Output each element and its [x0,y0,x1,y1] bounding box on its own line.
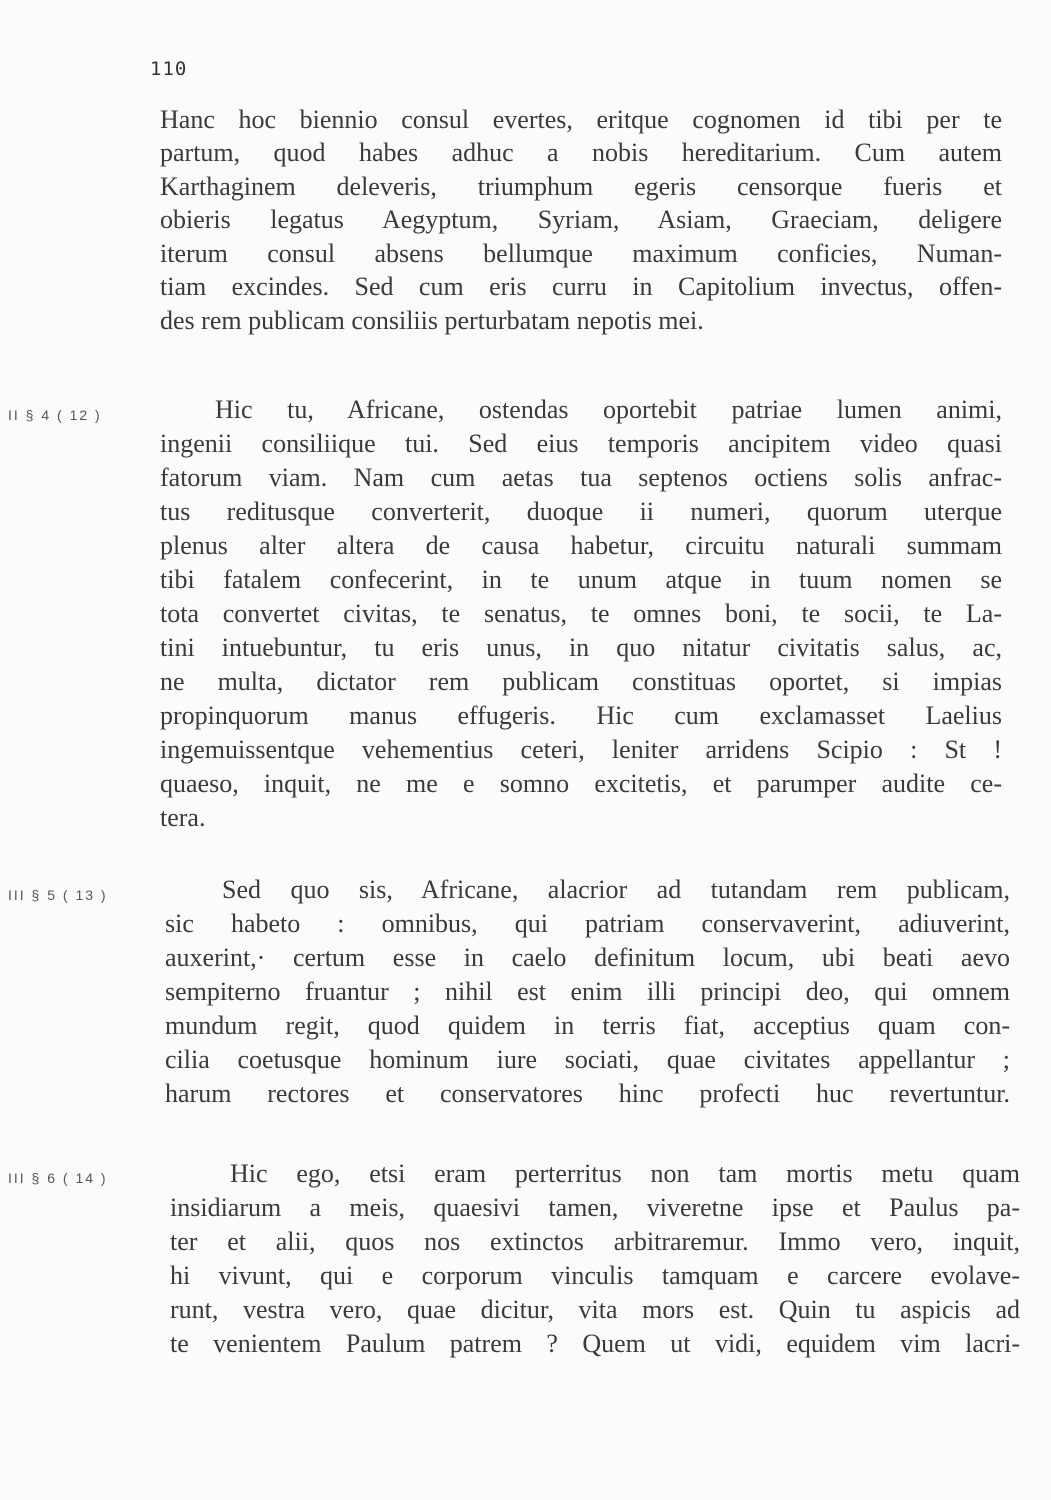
text-line: ingenii consiliique tui. Sed eius temporis ancipitem video quasi [160,429,1002,458]
text-line: plenus alter altera de causa habetur, circuitu naturali summam [160,531,1002,560]
text-line: auxerint,· certum esse in caelo definitum locum, ubi beati aevo [165,943,1010,972]
margin-reference: III § 5 ( 13 ) [8,887,108,903]
text-line: tera. [160,803,206,832]
text-line: insidiarum a meis, quaesivi tamen, viveretne ipse et Paulus pa- [170,1193,1020,1222]
text-line: sic habeto : omnibus, qui patriam conservaverint, adiuverint, [165,909,1010,938]
text-line: sempiterno fruantur ; nihil est enim illi principi deo, qui omnem [165,977,1010,1006]
text-line: fatorum viam. Nam cum aetas tua septenos octiens solis anfrac- [160,463,1002,492]
text-line: ingemuissentque vehementius ceteri, leniter arridens Scipio : St ! [160,735,1002,764]
text-line: quaeso, inquit, ne me e somno excitetis, et parumper audite ce- [160,769,1002,798]
text-line: ne multa, dictator rem publicam constituas oportet, si impias [160,667,1002,696]
margin-reference: II § 4 ( 12 ) [8,407,102,423]
text-line: tus reditusque converterit, duoque ii numeri, quorum uterque [160,497,1002,526]
text-line: tini intuebuntur, tu eris unus, in quo nitatur civitatis salus, ac, [160,633,1002,662]
text-line: Karthaginem deleveris, triumphum egeris censorque fueris et [160,172,1002,201]
text-line: des rem publicam consiliis perturbatam nepotis mei. [160,306,704,335]
text-line: tota convertet civitas, te senatus, te omnes boni, te socii, te La- [160,599,1002,628]
text-line: cilia coetusque hominum iure sociati, quae civitates appellantur ; [165,1045,1010,1074]
margin-reference: III § 6 ( 14 ) [8,1170,108,1186]
text-line: partum, quod habes adhuc a nobis hereditarium. Cum autem [160,138,1002,167]
text-line: tibi fatalem confecerint, in te unum atque in tuum nomen se [160,565,1002,594]
text-line: Sed quo sis, Africane, alacrior ad tutandam rem publicam, [222,875,1010,904]
text-line: iterum consul absens bellumque maximum conficies, Numan- [160,239,1002,268]
text-line: harum rectores et conservatores hinc profecti huc revertuntur. [165,1079,1010,1108]
text-line: runt, vestra vero, quae dicitur, vita mors est. Quin tu aspicis ad [170,1295,1020,1324]
text-line: Hanc hoc biennio consul evertes, eritque cognomen id tibi per te [160,105,1002,134]
text-line: ter et alii, quos nos extinctos arbitraremur. Immo vero, inquit, [170,1227,1020,1256]
text-line: mundum regit, quod quidem in terris fiat, acceptius quam con- [165,1011,1010,1040]
text-line: propinquorum manus effugeris. Hic cum exclamasset Laelius [160,701,1002,730]
text-line: Hic ego, etsi eram perterritus non tam mortis metu quam [230,1159,1020,1188]
text-line: Hic tu, Africane, ostendas oportebit patriae lumen animi, [215,395,1002,424]
page-number: 110 [150,58,188,80]
text-line: tiam excindes. Sed cum eris curru in Capitolium invectus, offen- [160,272,1002,301]
text-line: hi vivunt, qui e corporum vinculis tamquam e carcere evolave- [170,1261,1020,1290]
text-line: obieris legatus Aegyptum, Syriam, Asiam, Graeciam, deligere [160,205,1002,234]
text-line: te venientem Paulum patrem ? Quem ut vidi, equidem vim lacri- [170,1329,1020,1358]
